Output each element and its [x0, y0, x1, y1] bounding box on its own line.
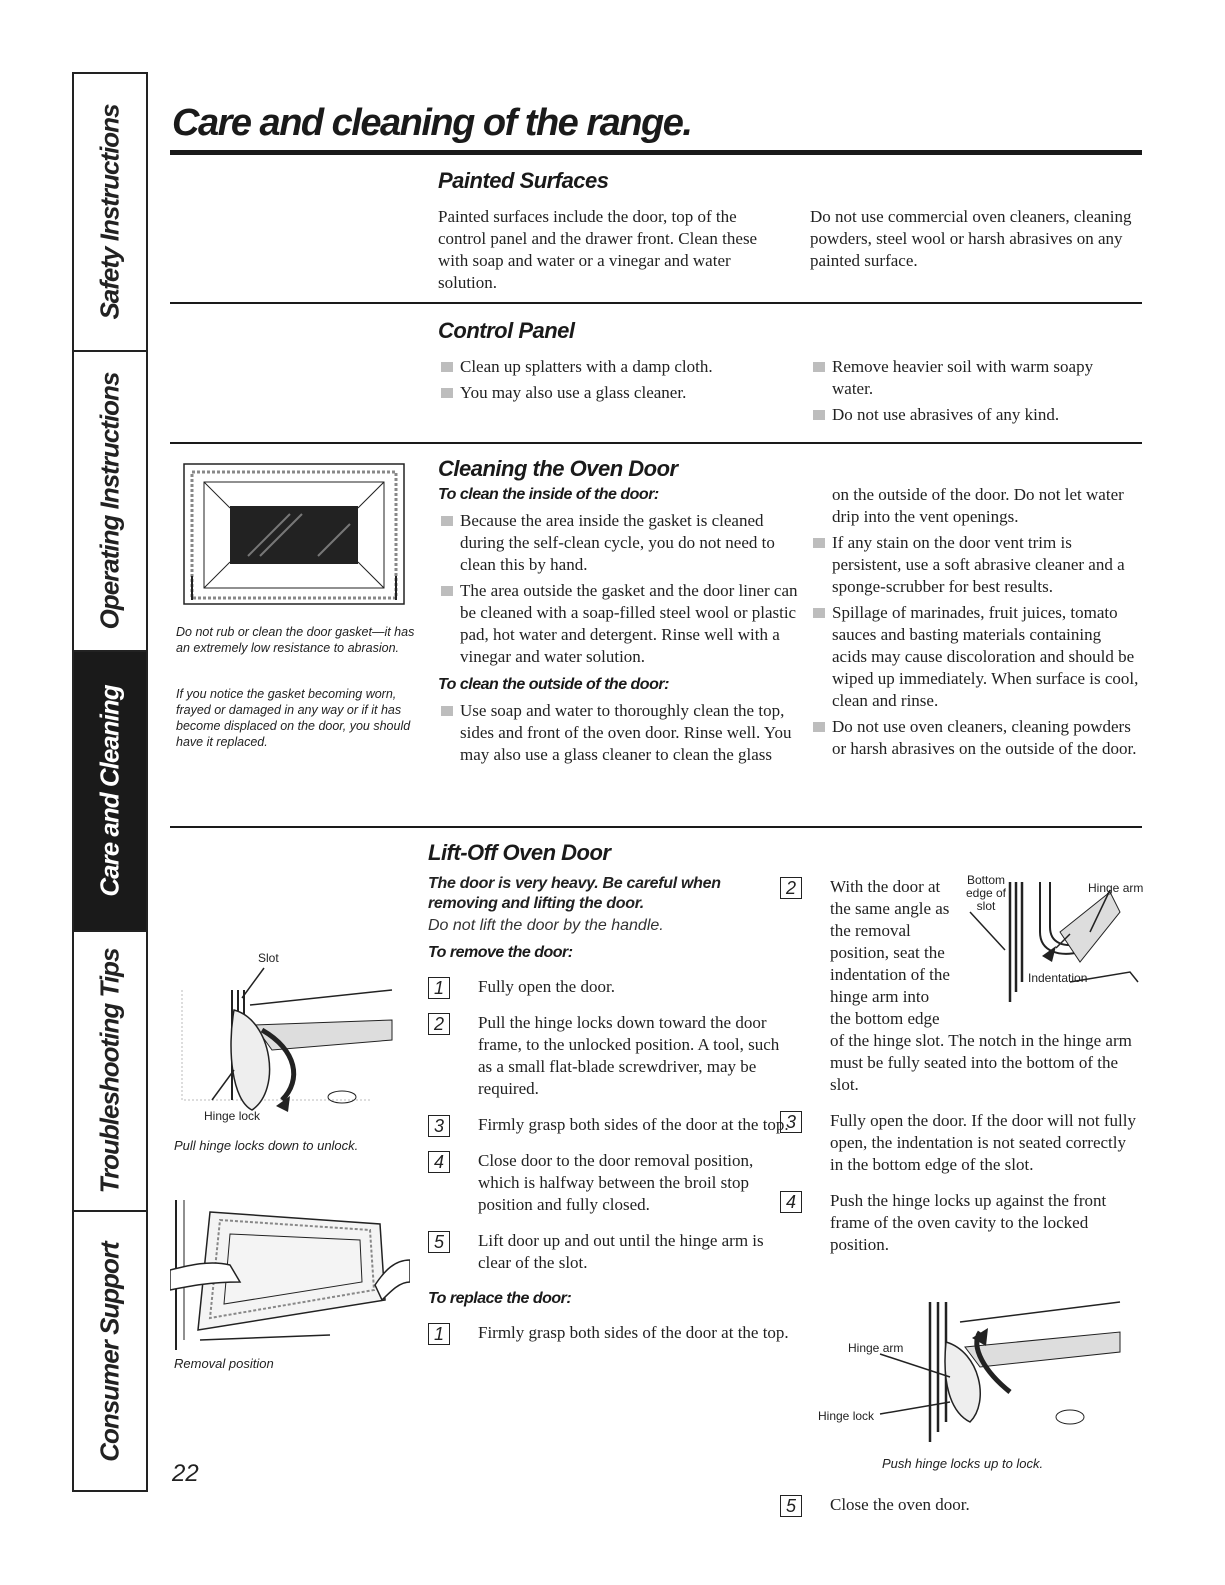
slot-label: Slot	[258, 951, 279, 965]
oven-door-right-column	[810, 484, 1140, 764]
title-rule	[170, 150, 1142, 155]
hinge-arm-label: Hinge arm	[1088, 881, 1144, 895]
list-item: Do not use oven cleaners, cleaning powders or harsh abrasives on the outside of the door.	[810, 716, 1140, 760]
removal-position-illustration	[170, 1190, 410, 1355]
step-number: 5	[428, 1231, 450, 1253]
removal-position-caption: Removal position	[174, 1356, 274, 1371]
remove-step-4: 4 Close door to the door removal position, which is halfway between the broil stop position and fully closed.	[428, 1150, 793, 1216]
gasket-caption: Do not rub or clean the door gasket—it has an extremely low resistance to abrasion.	[176, 625, 415, 655]
replace-step-4: 4 Push the hinge locks up against the front frame of the oven cavity to the locked position.	[780, 1190, 1140, 1256]
page-title: Care and cleaning of the range.	[172, 102, 692, 144]
replace-step-5-container	[780, 1494, 1140, 1530]
continued-text: on the outside of the door. Do not let water drip into the vent openings.	[832, 485, 1124, 526]
control-right-list	[810, 356, 1110, 430]
cleaning-oven-door-heading: Cleaning the Oven Door	[438, 456, 678, 481]
painted-right-text: Do not use commercial oven cleaners, cleaning powders, steel wool or harsh abrasives on any painted surface.	[810, 207, 1132, 270]
list-item: Because the area inside the gasket is cleaned during the self-clean cycle, you do not need to clean this by hand.	[438, 510, 798, 576]
step-number: 2	[780, 877, 802, 899]
tab-operating-instructions[interactable]: Operating Instructions	[74, 352, 146, 652]
step-number: 4	[428, 1151, 450, 1173]
step-number: 3	[428, 1115, 450, 1137]
lift-off-middle-column	[428, 874, 793, 1358]
replace-step-3: 3 Fully open the door. If the door will not fully open, the indentation is not seated correctly in the bottom edge of the slot.	[780, 1110, 1140, 1176]
list-item: If any stain on the door vent trim is persistent, use a soft abrasive cleaner and a sponge-scrubber for best results.	[810, 532, 1140, 598]
step-number: 5	[780, 1495, 802, 1517]
replace-step-2: 2 With the door at the same angle as the removal position, seat the indentation of the hinge arm into the bottom edge of the hinge slot. The notch in the hinge arm must be fully seated into the bottom of the slot.	[780, 876, 1140, 1096]
list-item: Spillage of marinades, fruit juices, tomato sauces and basting materials containing acids may cause discoloration and should be wiped up immediately. When surface is cool, clean and rinse.	[810, 602, 1140, 712]
step-number: 4	[780, 1191, 802, 1213]
push-hinge-lock-illustration	[820, 1292, 1140, 1452]
list-item: Do not use abrasives of any kind.	[810, 404, 1110, 426]
list-item: Use soap and water to thoroughly clean the top, sides and front of the oven door. Rinse well. You may also use a glass cleaner to clean the glass	[438, 700, 798, 766]
hinge-lock-label: Hinge lock	[204, 1109, 261, 1123]
replace-step-1: 1 Firmly grasp both sides of the door at the top.	[428, 1322, 793, 1344]
remove-step-3: 3 Firmly grasp both sides of the door at the top.	[428, 1114, 793, 1136]
list-item: You may also use a glass cleaner.	[438, 382, 788, 404]
gasket-replace-caption: If you notice the gasket becoming worn, frayed or damaged in any way or if it has become displaced on the door, you should have it replaced.	[176, 687, 411, 749]
outside-door-subheading: To clean the outside of the door:	[438, 676, 669, 693]
remove-step-1: 1 Fully open the door.	[428, 976, 793, 998]
control-panel-heading: Control Panel	[438, 318, 575, 343]
section-divider	[170, 442, 1142, 444]
step-number: 1	[428, 1323, 450, 1345]
page-number: 22	[172, 1460, 199, 1487]
section-divider	[170, 302, 1142, 304]
remove-step-2: 2 Pull the hinge locks down toward the door frame, to the unlocked position. A tool, such as a small flat-blade screwdriver, may be required.	[428, 1012, 793, 1100]
bottom-edge-label: Bottom edge of slot	[965, 873, 1007, 913]
oven-door-illustration	[178, 458, 410, 608]
hinge-lock-label-2: Hinge lock	[818, 1409, 875, 1423]
handle-note: Do not lift the door by the handle.	[428, 917, 664, 934]
list-item: Remove heavier soil with warm soapy water.	[810, 356, 1110, 400]
step-number: 3	[780, 1111, 802, 1133]
inside-door-subheading: To clean the inside of the door:	[438, 486, 659, 503]
heavy-door-warning: The door is very heavy. Be careful when removing and lifting the door.	[428, 875, 721, 912]
step-number: 2	[428, 1013, 450, 1035]
pull-hinge-caption: Pull hinge locks down to unlock.	[174, 1138, 359, 1153]
painted-left-text: Painted surfaces include the door, top of the control panel and the drawer front. Clean these with soap and water or a vinegar and water solution.	[438, 207, 758, 292]
tab-troubleshooting-tips[interactable]: Troubleshooting Tips	[74, 932, 146, 1212]
remove-step-5: 5 Lift door up and out until the hinge arm is clear of the slot.	[428, 1230, 793, 1274]
oven-door-left-column	[438, 484, 798, 770]
tab-safety-instructions[interactable]: Safety Instructions	[74, 74, 146, 352]
step-number: 1	[428, 977, 450, 999]
lift-off-door-heading: Lift-Off Oven Door	[428, 840, 611, 865]
painted-surfaces-heading: Painted Surfaces	[438, 168, 609, 193]
indentation-label: Indentation	[1028, 971, 1088, 985]
remove-door-subheading: To remove the door:	[428, 944, 573, 961]
tab-consumer-support[interactable]: Consumer Support	[94, 1242, 125, 1462]
control-left-list	[438, 356, 788, 408]
push-hinge-caption: Push hinge locks up to lock.	[882, 1456, 1044, 1471]
hinge-lock-illustration	[172, 950, 402, 1135]
replace-door-subheading: To replace the door:	[428, 1290, 572, 1307]
hinge-arm-label-2: Hinge arm	[848, 1341, 904, 1355]
section-divider	[170, 826, 1142, 828]
list-item: Clean up splatters with a damp cloth.	[438, 356, 788, 378]
tab-care-and-cleaning[interactable]: Care and Cleaning	[74, 652, 146, 932]
replace-step-5: 5 Close the oven door.	[780, 1494, 1140, 1516]
list-item: The area outside the gasket and the door liner can be cleaned with a soap-filled steel wool or plastic pad, hot water and detergent. Rinse well with a vinegar and water solution.	[438, 580, 798, 668]
sidebar-tabs	[72, 72, 148, 1492]
